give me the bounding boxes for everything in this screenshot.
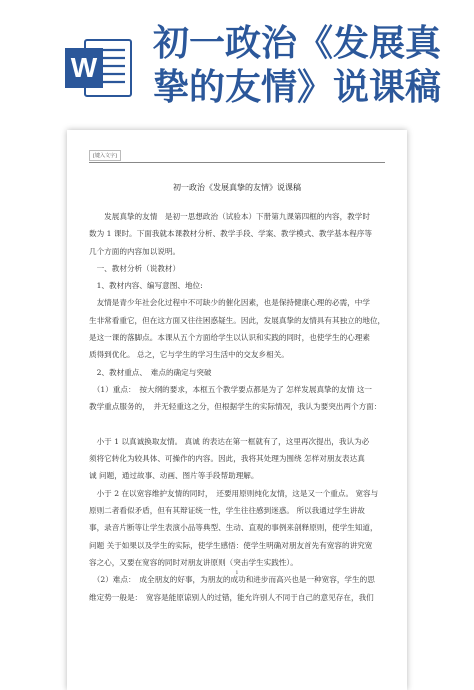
body-line: 1、教材内容、编写意图、地位: — [89, 281, 203, 291]
body-line: 发展真挚的友情 是初一思想政治（试验本）下册第九课第四框的内容，教学时 — [89, 212, 370, 221]
body-line: 生非常看重它，但在这方面又往往困惑疑生。因此，发展真挚的友情具有其独立的地位， — [89, 315, 385, 325]
body-line: 2、教材重点、 难点的确定与突破 — [89, 367, 212, 377]
body-line: 质得到优化。 总之，它与学生的学习生活中的交友乡相关。 — [89, 350, 289, 360]
body-line: 容之心，又要在宽容的同时对朋友讲原则（突击学生实践性）。 — [89, 557, 298, 567]
body-line: 诚 问题，通过故事、动画、图片等手段帮助理解。 — [89, 471, 259, 481]
document-body — [89, 208, 385, 606]
header-rule — [89, 162, 385, 163]
body-line: 一、教材分析（说教材） — [89, 263, 181, 273]
header-placeholder: [键入文字] — [89, 150, 121, 161]
body-line: 小于 1 以真诚换取友情。 真诚 的表达在第一框就有了，这里再次提出，我认为必 — [89, 436, 370, 446]
word-icon — [65, 36, 133, 100]
body-line: 原则二者看似矛盾，但有其辩证统一性，学生往往感到迷惑。 所以我通过学生讲故 — [89, 506, 365, 516]
body-line — [89, 416, 385, 433]
word-logo-letter: W — [70, 52, 98, 83]
body-line: 维定势一般是： 宽容是能原谅别人的过错，能允许别人不同于自己的意见存在，我们 — [89, 592, 374, 602]
body-line: 须将它转化为较具体、可操作的内容。因此，我将其处理为围绕 怎样对朋友表达真 — [89, 454, 365, 464]
body-line: 教学重点服务的， 并无轻重这之分，但根据学生的实际情况，我认为要突出两个方面： — [89, 402, 382, 412]
banner-title: 初一政治《发展真 挚的友情》说课稿 — [153, 23, 442, 108]
body-line: 小于 2 在以宽容维护友情的同时， 还要用原则纯化友情，这是又一个重点。 宽容与 — [89, 488, 379, 498]
body-line: 是这一课的落脚点。本课从五个方面给学生以认识和实践的同时，也使学生的心理素 — [89, 333, 370, 343]
document-title: 初一政治《发展真挚的友情》说课稿 — [173, 183, 301, 192]
body-line: 数为 1 课时。下面我就本课教材分析、教学手段、学案、教学模式、教学基本程序等 — [89, 229, 373, 239]
title-banner — [0, 0, 474, 120]
body-line: 友情是青少年社会化过程中不可缺少的催化因素，也是保持健康心理的必需，中学 — [89, 298, 370, 308]
document-page — [67, 130, 407, 690]
body-line: （2）难点： 成全朋友的好事，为朋友的成功和进步而高兴也是一种宽容，学生的思 — [89, 575, 375, 585]
body-line: （1）重点： 按大纲的要求，本框五个教学要点都是为了 怎样发展真挚的友情 这一 — [89, 384, 373, 394]
body-line: 问题 关于如果以及学生的实际，使学生感悟：使学生明确对朋友首先有宽容的讲究宽 — [89, 540, 373, 550]
page-number: 1 — [235, 570, 239, 576]
body-line: 事，录音片断等让学生表演小品等典型、生动、直观的事例来剖释原则，使学生知道， — [89, 523, 378, 533]
body-line: 几个方面的内容加以说明。 — [89, 246, 181, 256]
